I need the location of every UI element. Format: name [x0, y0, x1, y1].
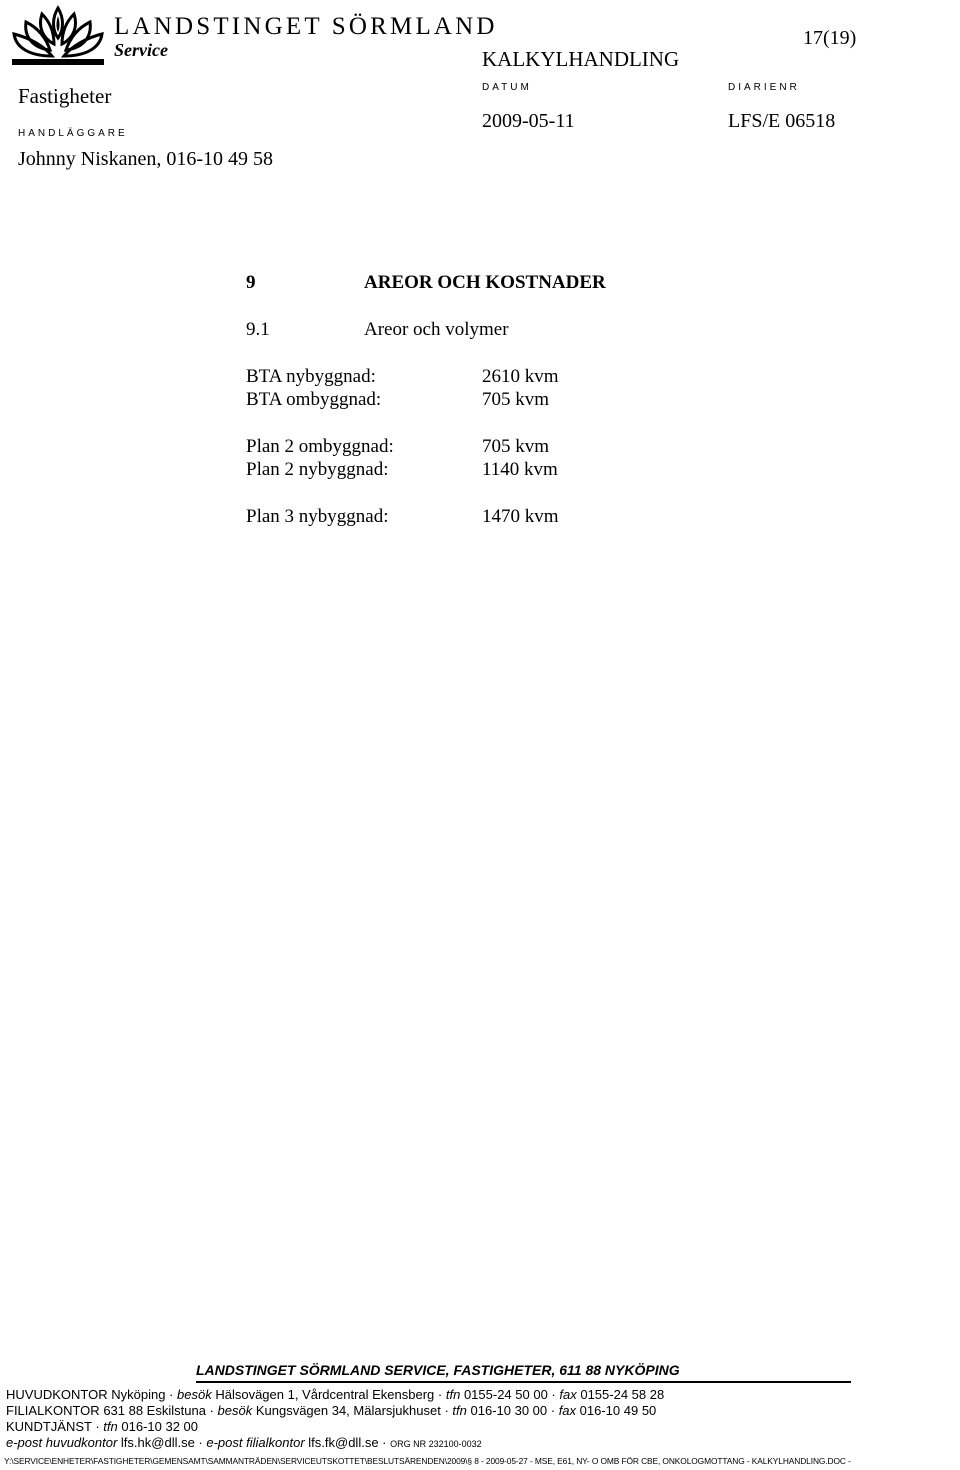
flower-logo-icon: [12, 4, 104, 66]
subsection-number: 9.1: [246, 319, 270, 340]
row-label: Plan 3 nybyggnad:: [246, 506, 389, 527]
row-value: 1140 kvm: [482, 459, 558, 480]
file-path: Y:\SERVICE\ENHETER\FASTIGHETER\GEMENSAMT\SAMMANTRÄDEN\SERVICEUTSKOTTET\BESLUTSÄRENDEN\2009\§ 8 - 2009-05-27 - MSE, E61, NY- O OMB FÖR CBE, ONKOLOGMOTTANG - KALKYLHANDLING.DOC -: [4, 1456, 851, 1466]
epost-fk-link[interactable]: lfs.fk@dll.se: [308, 1435, 379, 1450]
datum-value: 2009-05-11: [482, 110, 575, 132]
section-number: 9: [246, 272, 256, 293]
logo: [12, 4, 104, 66]
epost-hk-label: e-post huvudkontor: [6, 1435, 118, 1450]
besok-label: besök: [217, 1403, 253, 1418]
row-label: Plan 2 nybyggnad:: [246, 459, 389, 480]
row-value: 705 kvm: [482, 389, 550, 410]
fk-fax: 016-10 49 50: [579, 1403, 657, 1418]
row-value: 705 kvm: [482, 436, 550, 457]
kt-label: KUNDTJÄNST: [6, 1419, 92, 1434]
hk-fax: 0155-24 58 28: [580, 1387, 665, 1402]
doc-type: KALKYLHANDLING: [482, 47, 680, 71]
hk-address: Hälsovägen 1, Vårdcentral Ekensberg: [215, 1387, 435, 1402]
row-value: 2610 kvm: [482, 366, 559, 387]
handlaggare-value: Johnny Niskanen, 016-10 49 58: [18, 148, 273, 170]
besok-label: besök: [177, 1387, 212, 1402]
diarienr-value: LFS/E 06518: [728, 110, 836, 132]
footer-divider: [196, 1381, 851, 1383]
hk-city: Nyköping: [111, 1387, 166, 1402]
row-label: Plan 2 ombyggnad:: [246, 436, 394, 457]
org-name: LANDSTINGET SÖRMLAND: [114, 13, 498, 40]
orgnr: ORG NR 232100-0032: [390, 1439, 482, 1449]
fax-label: fax: [558, 1403, 577, 1418]
footer-title: LANDSTINGET SÖRMLAND SERVICE, FASTIGHETER, 611 88 NYKÖPING: [196, 1362, 680, 1378]
footer-line-kt: KUNDTJÄNST · tfn 016-10 32 00: [6, 1419, 198, 1434]
tfn-label: tfn: [103, 1419, 118, 1434]
kt-tfn: 016-10 32 00: [121, 1419, 198, 1434]
epost-hk-link[interactable]: lfs.hk@dll.se: [120, 1435, 195, 1450]
subsection-title: Areor och volymer: [364, 319, 509, 340]
hk-tfn: 0155-24 50 00: [463, 1387, 548, 1402]
diarienr-label: DIARIENR: [728, 82, 800, 93]
row-value: 1470 kvm: [482, 506, 559, 527]
handlaggare-label: HANDLÄGGARE: [18, 128, 128, 139]
tfn-label: tfn: [452, 1403, 467, 1418]
fk-tfn: 016-10 30 00: [470, 1403, 548, 1418]
datum-label: DATUM: [482, 82, 532, 93]
tfn-label: tfn: [445, 1387, 461, 1402]
epost-fk-label: e-post filialkontor: [206, 1435, 305, 1450]
fax-label: fax: [559, 1387, 577, 1402]
footer-line-hk: HUVUDKONTOR Nyköping · besök Hälsovägen 1, Vårdcentral Ekensberg · tfn 0155-24 50 00 · fax 0155-24 58 28: [6, 1387, 665, 1402]
row-label: BTA ombyggnad:: [246, 389, 382, 410]
org-sub: Service: [114, 40, 168, 60]
row-label: BTA nybyggnad:: [246, 366, 376, 387]
section-title: AREOR OCH KOSTNADER: [364, 272, 606, 293]
fk-label: FILIALKONTOR: [6, 1403, 100, 1418]
footer-line-fk: FILIALKONTOR 631 88 Eskilstuna · besök Kungsvägen 34, Mälarsjukhuset · tfn 016-10 30 00 · fax 016-10 49 50: [6, 1403, 657, 1418]
department: Fastigheter: [18, 84, 112, 108]
fk-address: Kungsvägen 34, Mälarsjukhuset: [255, 1403, 441, 1418]
footer-line-epost: e-post huvudkontor lfs.hk@dll.se · e-post filialkontor lfs.fk@dll.se · ORG NR 232100-0032: [6, 1435, 482, 1450]
page-number: 17(19): [803, 27, 857, 49]
hk-label: HUVUDKONTOR: [6, 1387, 108, 1402]
fk-city: 631 88 Eskilstuna: [103, 1403, 206, 1418]
